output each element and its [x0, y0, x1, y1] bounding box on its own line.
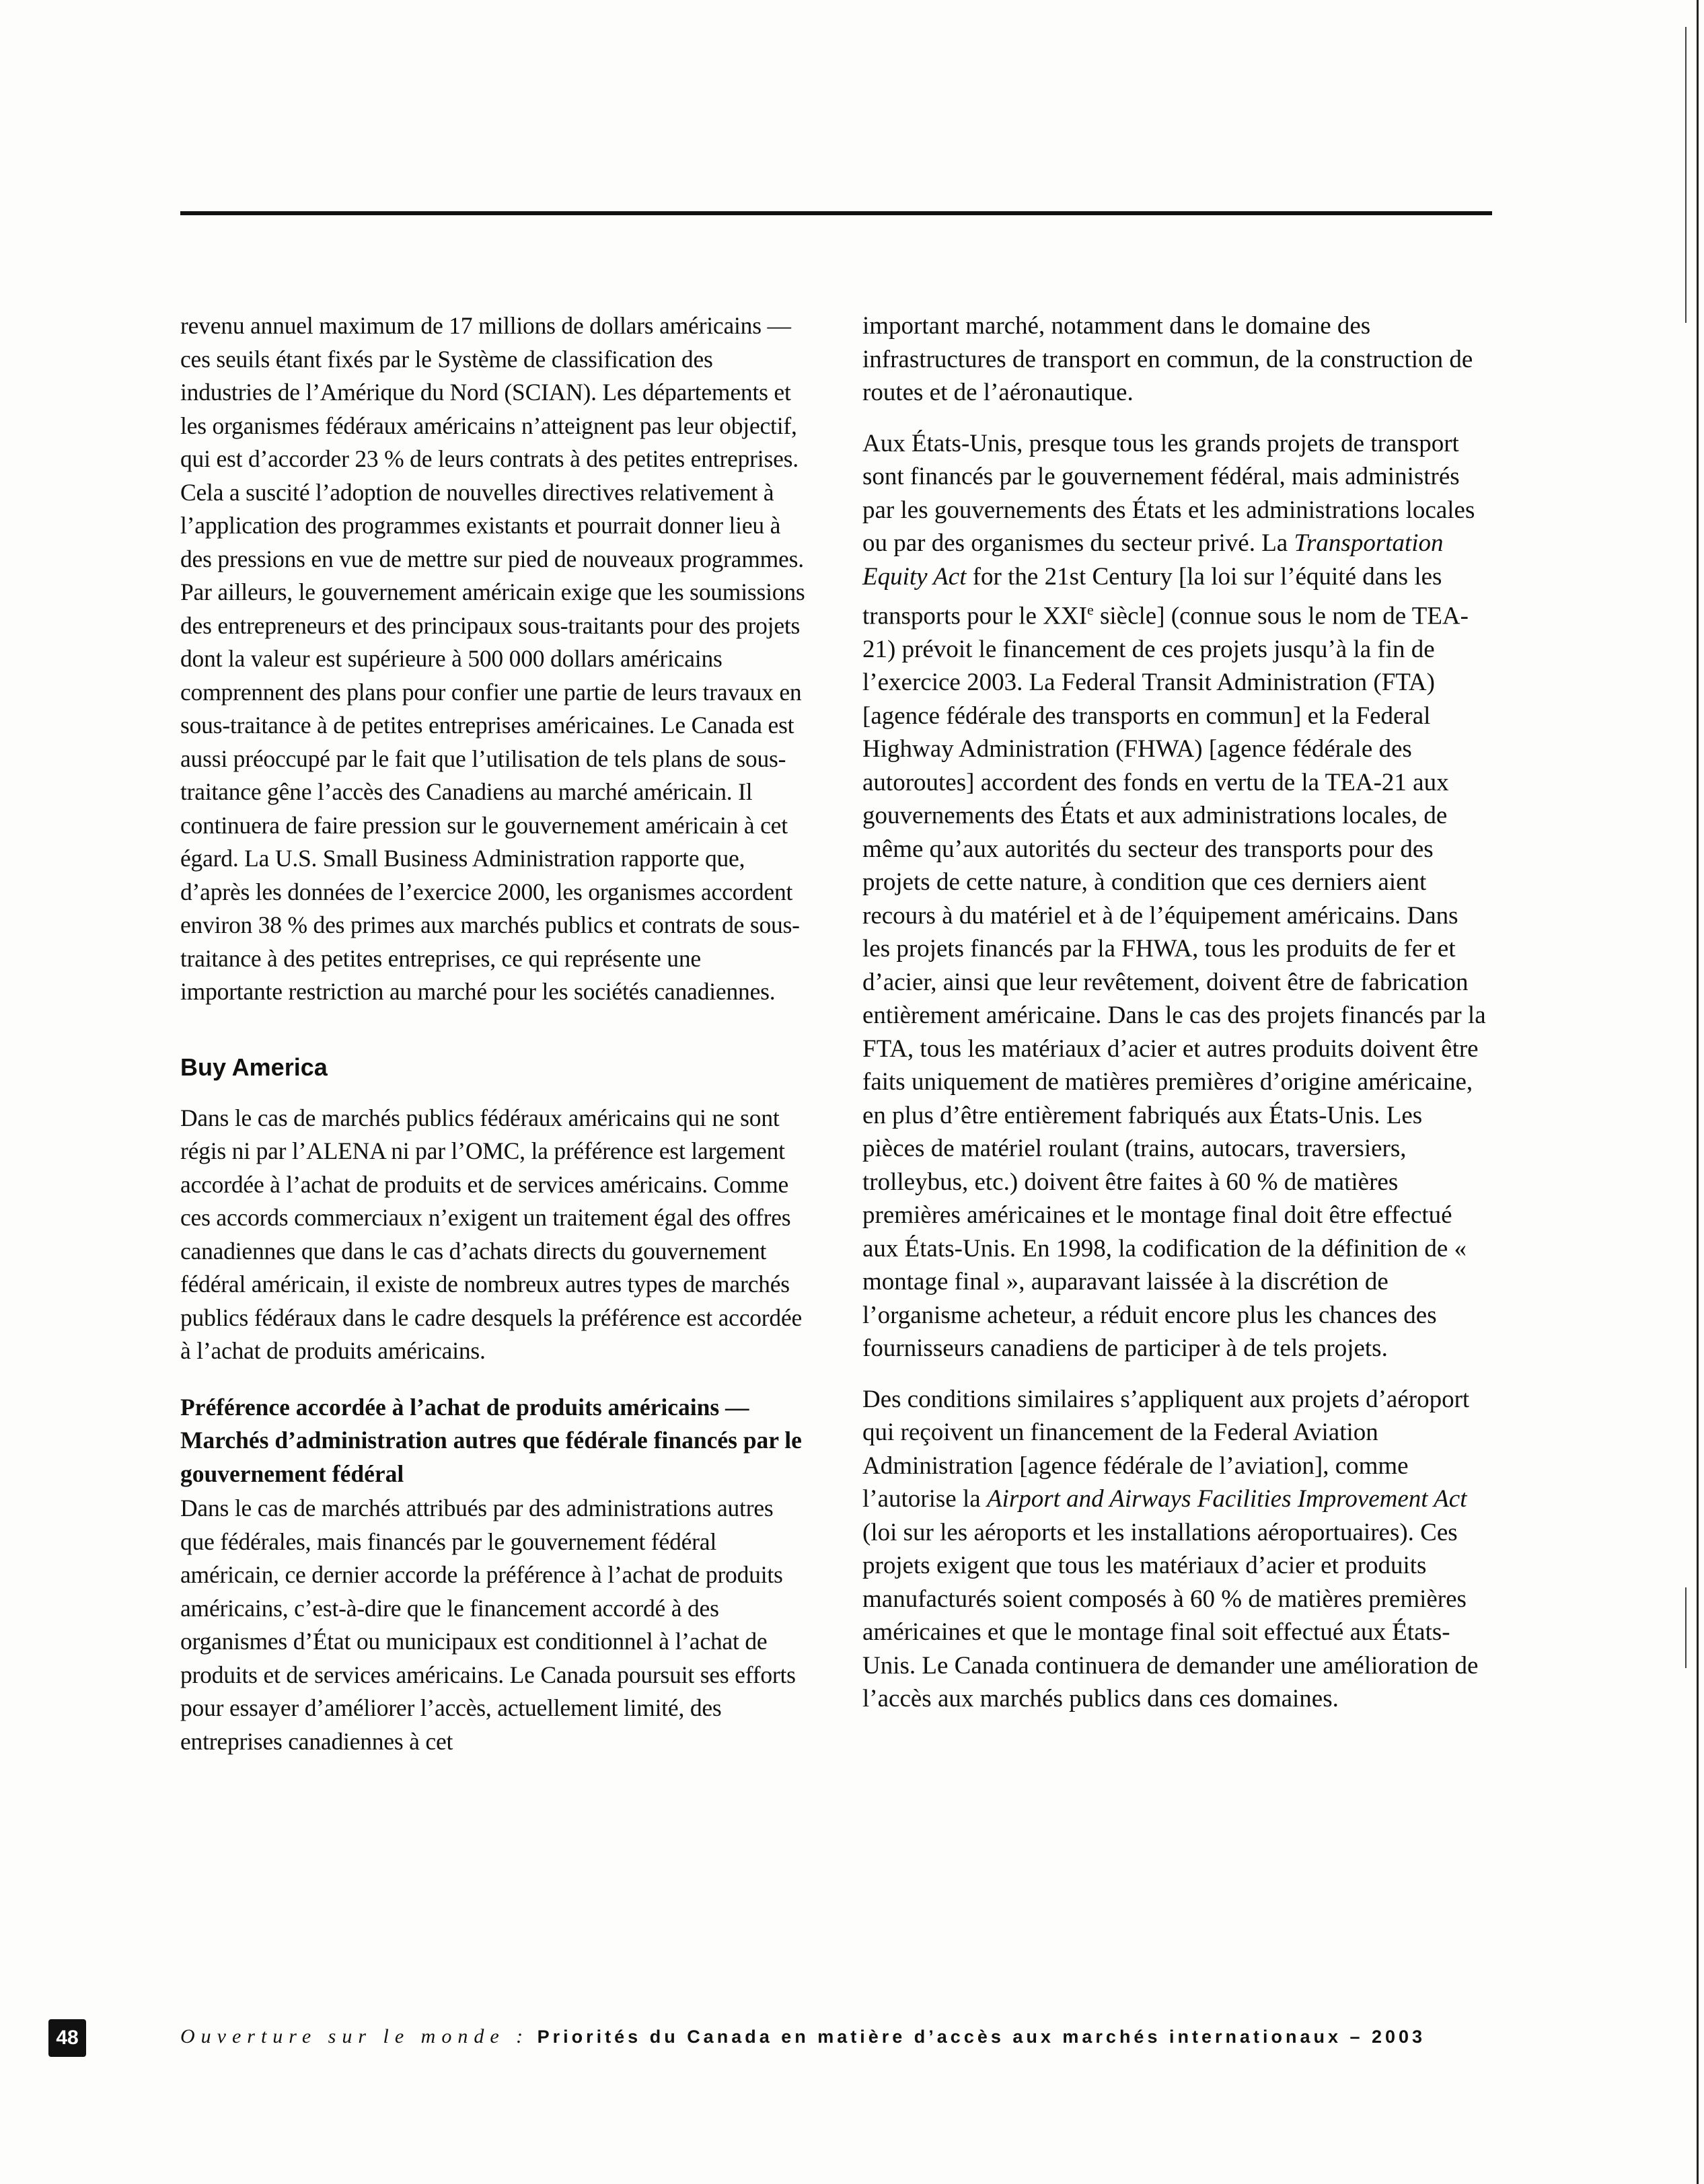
scan-edge-line — [1697, 0, 1699, 2184]
footer-title: Ouverture sur le monde : — [180, 2025, 529, 2047]
scan-edge-mark — [1685, 1587, 1687, 1668]
subheading-preference: Préférence accordée à l’achat de produits américains — Marchés d’administration autres que fédérale financés par le gouvernement fédéral — [180, 1393, 802, 1487]
right-column — [862, 309, 1488, 1716]
left-paragraph-1: revenu annuel maximum de 17 millions de dollars américains — ces seuils étant fixés par le Système de classification des industries de l’Amérique du Nord (SCIAN). Les départements et les organismes fédéraux américains n’atteignent pas leur objectif, qui est d’accorder 23 % de leurs contrats à des petites entreprises. Cela a suscité l’adoption de nouvelles directives relativement à l’application des programmes existants et pourrait donner lieu à des pressions en vue de mettre sur pied de nouveaux programmes. Par ailleurs, le gouvernement américain exige que les soumissions des entrepreneurs et des principaux sous-traitants pour des projets dont la valeur est supérieure à 500 000 dollars américains comprennent des plans pour confier une partie de leurs travaux en sous-traitance à de petites entreprises américaines. Le Canada est aussi préoccupé par le fait que l’utilisation de tels plans de sous-traitance gêne l’accès des Canadiens au marché américain. Il continuera de faire pression sur le gouvernement américain à cet égard. La U.S. Small Business Administration rapporte que, d’après les données de l’exercice 2000, les organismes accordent environ 38 % des primes aux marchés publics et contrats de sous-traitance à des petites entreprises, ce qui représente une importante restriction au marché pour les sociétés canadiennes. — [180, 312, 805, 1005]
act-title-tea21: Transportation Equity Act — [862, 529, 1444, 591]
header-rule — [180, 211, 1492, 215]
century-superscript: e — [1086, 601, 1094, 618]
footer-subtitle: Priorités du Canada en matière d’accès aux marchés internationaux – 2003 — [529, 2027, 1426, 2047]
left-paragraph-3: Dans le cas de marchés attribués par des administrations autres que fédérales, mais financés par le gouvernement fédéral américain, ce dernier accorde la préférence à l’achat de produits américains, c’est-à-dire que le financement accordé à des organismes d’État ou municipaux est conditionnel à l’achat de produits et de services américains. Le Canada poursuit ses efforts pour essayer d’améliorer l’accès, actuellement limité, des entreprises canadiennes à cet — [180, 1495, 796, 1755]
section-heading-buy-america: Buy America — [180, 1053, 328, 1081]
footer — [180, 2023, 1499, 2050]
right-paragraph-1: important marché, notamment dans le domaine des infrastructures de transport en commun, de la construction de routes et de l’aéronautique. — [862, 312, 1473, 406]
act-title-airport: Airport and Airways Facilities Improvement Act — [986, 1485, 1467, 1513]
right-paragraph-2-part-b: for the 21st Century [la loi sur l’équité dans les transports pour le XXI — [862, 562, 1442, 630]
right-paragraph-3-part-b: (loi sur les aéroports et les installations aéroportuaires). Ces projets exigent que tous les matériaux d’acier et produits manufacturés soient composés à 60 % de matières premières américaines et que le montage final soit effectué aux États-Unis. Le Canada continuera de demander une amélioration de l’accès aux marchés publics dans ces domaines. — [862, 1518, 1479, 1713]
right-paragraph-2 — [862, 427, 1488, 1365]
right-paragraph-2-part-a: Aux États-Unis, presque tous les grands projets de transport sont financés par le gouvernement fédéral, mais administrés par les gouvernements des États et les administrations locales ou par des organismes du secteur privé. La — [862, 429, 1475, 557]
left-paragraph-2: Dans le cas de marchés publics fédéraux américains qui ne sont régis ni par l’ALENA ni par l’OMC, la préférence est largement accordée à l’achat de produits et de services américains. Comme ces accords commerciaux n’exigent un traitement égal des offres canadiennes que dans le cas d’achats directs du gouvernement fédéral américain, il existe de nombreux autres types de marchés publics fédéraux dans le cadre desquels la préférence est accordée à l’achat de produits américains. — [180, 1104, 803, 1364]
right-paragraph-2-part-c: siècle] (connue sous le nom de TEA-21) prévoit le financement de ces projets jusqu’à la fin de l’exercice 2003. La Federal Transit Administration (FTA) [agence fédérale des transports en commun] et la Federal Highway Administration (FHWA) [agence fédérale des autoroutes] accordent des fonds en vertu de la TEA-21 aux gouvernements des États et aux administrations locales, de même qu’aux autorités du secteur des transports pour des projets de cette nature, à condition que ces derniers aient recours à du matériel et à de l’équipement américains. Dans les projets financés par la FHWA, tous les produits de fer et d’acier, ainsi que leur revêtement, doivent être de fabrication entièrement américaine. Dans le cas des projets financés par la FTA, tous les matériaux d’acier et autres produits doivent être faits uniquement de matières premières d’origine américaine, en plus d’être entièrement fabriqués aux États-Unis. Les pièces de matériel roulant (trains, autocars, traversiers, trolleybus, etc.) doivent être faites à 60 % de matières premières américaines et le montage final doit être effectué aux États-Unis. En 1998, la codification de la définition de « montage final », auparavant laissée à la discrétion de l’organisme acheteur, a réduit encore plus les chances des fournisseurs canadiens de participer à de tels projets. — [862, 602, 1486, 1363]
left-column — [180, 309, 806, 1758]
scan-edge-mark — [1685, 27, 1687, 323]
right-paragraph-3 — [862, 1383, 1488, 1716]
page-number: 48 — [48, 2019, 86, 2057]
right-paragraph-3-part-a: Des conditions similaires s’appliquent aux projets d’aéroport qui reçoivent un financement de la Federal Aviation Administration [agence fédérale de l’aviation], comme l’autorise la — [862, 1385, 1470, 1513]
